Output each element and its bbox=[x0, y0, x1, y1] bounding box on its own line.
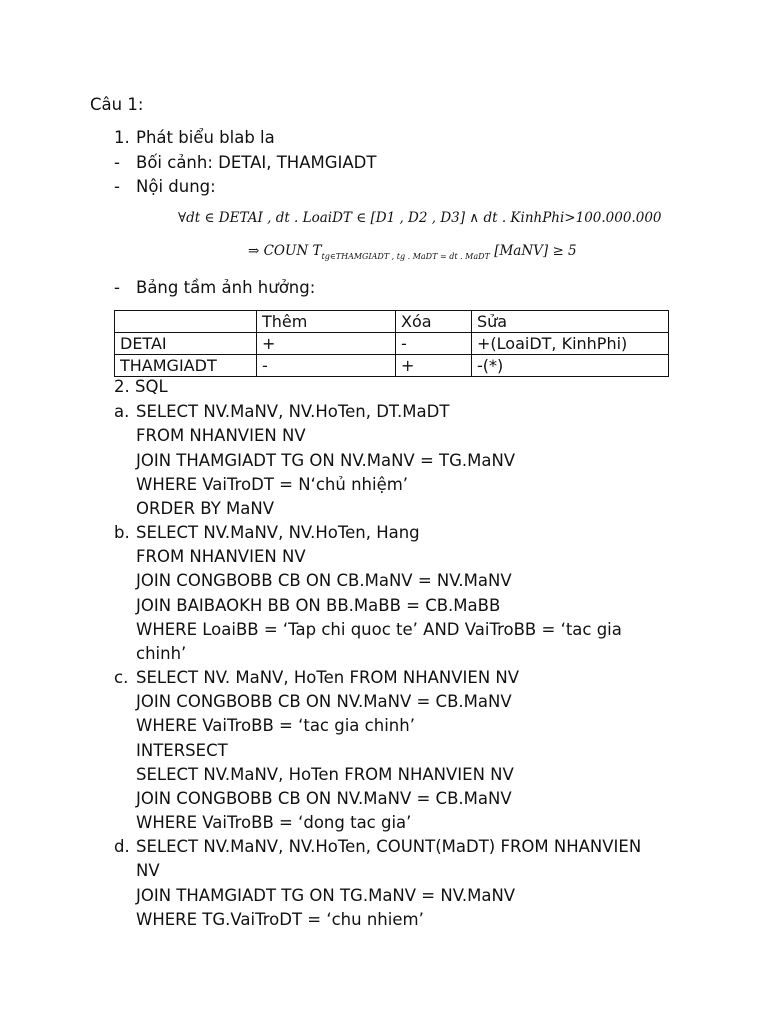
impact-bullet: Bảng tầm ảnh hưởng: bbox=[136, 278, 316, 297]
sql-line: JOIN BAIBAOKH BB ON BB.MaBB = CB.MaBB bbox=[136, 596, 501, 615]
sql-line: WHERE VaiTroDT = N‘chủ nhiệm’ bbox=[136, 475, 409, 494]
table-header-cell: Thêm bbox=[257, 311, 396, 333]
sql-line: chinh’ bbox=[136, 644, 187, 663]
sql-line: WHERE TG.VaiTroDT = ‘chu nhiem’ bbox=[136, 910, 424, 929]
sql-line: JOIN CONGBOBB CB ON NV.MaNV = CB.MaNV bbox=[136, 789, 512, 808]
sql-part-letter: d. bbox=[114, 837, 130, 856]
table-cell: -(*) bbox=[472, 355, 669, 377]
table-cell: THAMGIADT bbox=[115, 355, 257, 377]
formula-line-1: ∀dt ∈ DETAI , dt . LoaiDT ∈ [D1 , D2 , D3] ∧ dt . KinhPhi>100.000.000 bbox=[178, 210, 662, 226]
context-bullet: Bối cảnh: DETAI, THAMGIADT bbox=[136, 153, 377, 172]
table-cell: +(LoaiDT, KinhPhi) bbox=[472, 333, 669, 355]
item-1-number: 1. bbox=[114, 128, 130, 147]
sql-line: WHERE VaiTroBB = ‘dong tac gia’ bbox=[136, 813, 412, 832]
sql-line: SELECT NV. MaNV, HoTen FROM NHANVIEN NV bbox=[136, 668, 520, 687]
table-header-cell: Xóa bbox=[396, 311, 472, 333]
sql-line: JOIN CONGBOBB CB ON NV.MaNV = CB.MaNV bbox=[136, 692, 512, 711]
item-2-label: 2. SQL bbox=[114, 377, 168, 396]
impact-table bbox=[114, 310, 669, 377]
sql-line: JOIN CONGBOBB CB ON CB.MaNV = NV.MaNV bbox=[136, 571, 512, 590]
table-row bbox=[115, 333, 669, 355]
sql-line: SELECT NV.MaNV, NV.HoTen, COUNT(MaDT) FROM NHANVIEN bbox=[136, 837, 642, 856]
table-header-cell: Sửa bbox=[472, 311, 669, 333]
bullet-dash: - bbox=[114, 278, 120, 297]
sql-line: JOIN THAMGIADT TG ON NV.MaNV = TG.MaNV bbox=[136, 451, 516, 470]
formula-count: ⇒ COUN T bbox=[248, 243, 322, 259]
sql-line: JOIN THAMGIADT TG ON TG.MaNV = NV.MaNV bbox=[136, 886, 516, 905]
sql-line: SELECT NV.MaNV, HoTen FROM NHANVIEN NV bbox=[136, 765, 514, 784]
table-header-cell bbox=[115, 311, 257, 333]
table-row bbox=[115, 355, 669, 377]
sql-line: FROM NHANVIEN NV bbox=[136, 547, 306, 566]
formula-subscript: tg∈THAMGIADT , tg . MaDT = dt . MaDT bbox=[321, 252, 490, 261]
formula-line-2 bbox=[248, 243, 577, 261]
sql-part-letter: a. bbox=[114, 402, 130, 421]
sql-line: WHERE VaiTroBB = ‘tac gia chinh’ bbox=[136, 716, 415, 735]
sql-line: INTERSECT bbox=[136, 741, 228, 760]
table-cell: - bbox=[396, 333, 472, 355]
item-1-text: Phát biểu blab la bbox=[136, 128, 275, 147]
sql-line: FROM NHANVIEN NV bbox=[136, 426, 306, 445]
table-cell: + bbox=[257, 333, 396, 355]
table-header-row bbox=[115, 311, 669, 333]
question-heading: Câu 1: bbox=[90, 95, 144, 114]
sql-part-letter: c. bbox=[114, 668, 129, 687]
content-bullet: Nội dung: bbox=[136, 177, 216, 196]
sql-line: ORDER BY MaNV bbox=[136, 499, 275, 518]
bullet-dash: - bbox=[114, 153, 120, 172]
table-cell: + bbox=[396, 355, 472, 377]
sql-line: SELECT NV.MaNV, NV.HoTen, DT.MaDT bbox=[136, 402, 450, 421]
sql-line: NV bbox=[136, 861, 160, 880]
table-cell: - bbox=[257, 355, 396, 377]
sql-part-letter: b. bbox=[114, 523, 130, 542]
table-cell: DETAI bbox=[115, 333, 257, 355]
bullet-dash: - bbox=[114, 177, 120, 196]
sql-line: WHERE LoaiBB = ‘Tap chi quoc te’ AND VaiTroBB = ‘tac gia bbox=[136, 620, 622, 639]
formula-end: [MaNV] ≥ 5 bbox=[494, 243, 577, 259]
sql-line: SELECT NV.MaNV, NV.HoTen, Hang bbox=[136, 523, 420, 542]
